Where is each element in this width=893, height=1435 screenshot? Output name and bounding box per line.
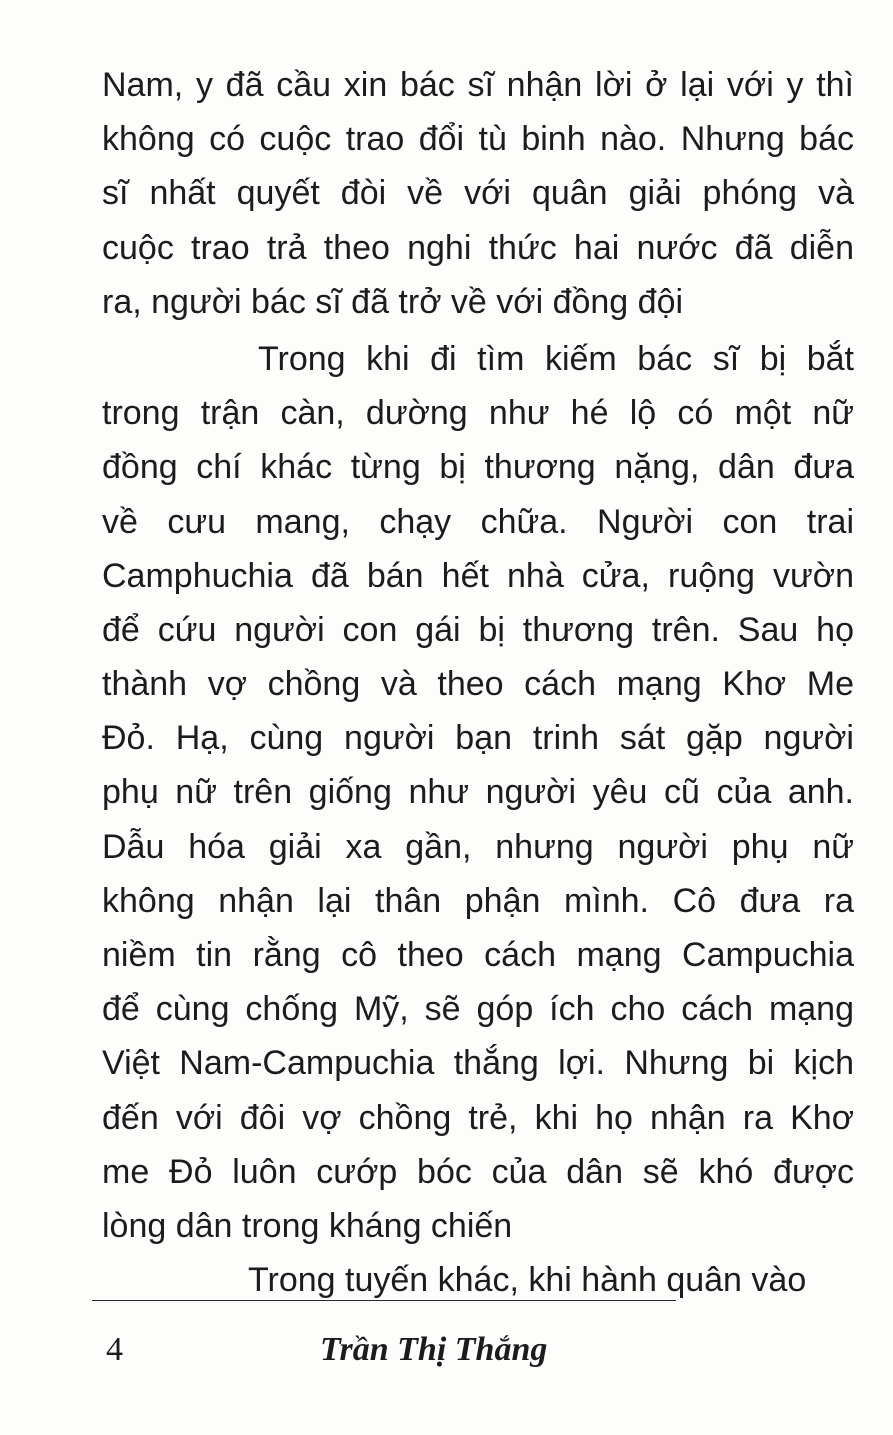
text-line: để cứu người con gái bị thương trên. Sau họ: [102, 610, 854, 649]
text-line: trong trận càn, dường như hé lộ có một nữ: [102, 394, 854, 433]
paragraph-first-line: Trong khi đi tìm kiếm bác sĩ bị bắt: [258, 339, 854, 378]
body-text: [102, 58, 854, 1307]
text-line: ra, người bác sĩ đã trở về với đồng đội: [102, 282, 684, 321]
text-line: sĩ nhất quyết đòi về với quân giải phóng và: [102, 174, 854, 213]
text-line: không có cuộc trao đổi tù binh nào. Nhưng bác: [102, 120, 854, 159]
text-line: đồng chí khác từng bị thương nặng, dân đưa: [102, 448, 854, 487]
text-line: niềm tin rằng cô theo cách mạng Campuchia: [102, 936, 854, 974]
text-line: về cưu mang, chạy chữa. Người con trai: [102, 502, 854, 541]
text-line: Việt Nam-Campuchia thắng lợi. Nhưng bi kịch: [102, 1044, 854, 1083]
text-line: phụ nữ trên giống như người yêu cũ của anh.: [102, 773, 854, 812]
paragraph-first-line: Trong tuyến khác, khi hành quân vào: [248, 1261, 807, 1300]
page-number: 4: [106, 1331, 123, 1368]
text-line: cuộc trao trả theo nghi thức hai nước đã diễn: [102, 228, 854, 267]
running-footer-author: Trần Thị Thắng: [320, 1331, 548, 1368]
footer-divider: [92, 1300, 676, 1301]
text-line: lòng dân trong kháng chiến: [102, 1206, 513, 1245]
text-line: Nam, y đã cầu xin bác sĩ nhận lời ở lại với y thì: [102, 66, 854, 104]
text-line: Camphuchia đã bán hết nhà cửa, ruộng vườn: [102, 556, 854, 595]
text-line: Đỏ. Hạ, cùng người bạn trinh sát gặp người: [102, 719, 854, 758]
text-line: đến với đôi vợ chồng trẻ, khi họ nhận ra Khơ: [102, 1098, 854, 1137]
text-line: Dẫu hóa giải xa gần, nhưng người phụ nữ: [102, 827, 854, 866]
text-line: không nhận lại thân phận mình. Cô đưa ra: [102, 881, 854, 920]
text-line: me Đỏ luôn cướp bóc của dân sẽ khó được: [102, 1152, 854, 1191]
text-line: để cùng chống Mỹ, sẽ góp ích cho cách mạng: [102, 990, 854, 1029]
text-line: thành vợ chồng và theo cách mạng Khơ Me: [102, 665, 854, 704]
